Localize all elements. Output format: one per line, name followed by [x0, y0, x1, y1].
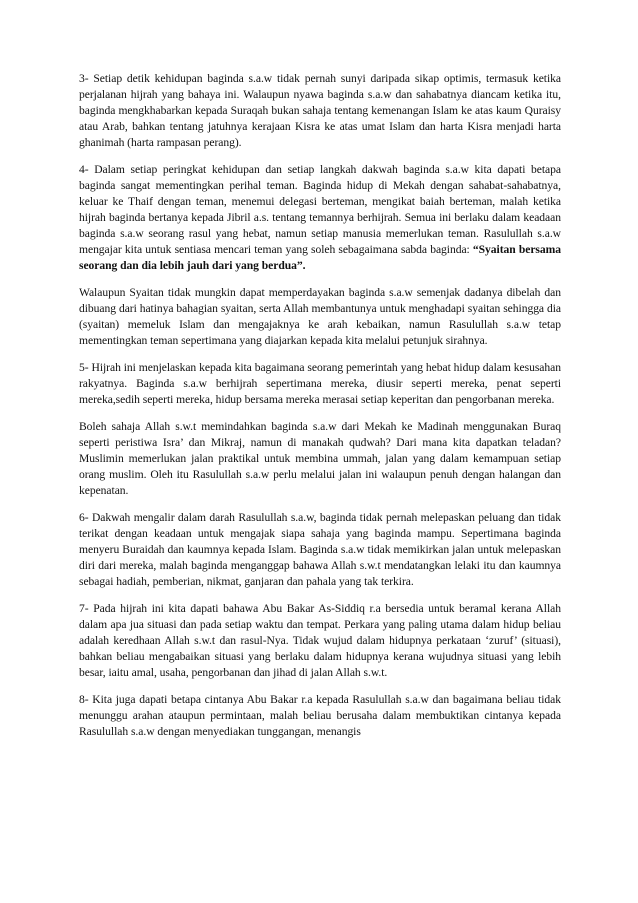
paragraph-point-4 [79, 162, 561, 274]
paragraph-point-3: 3- Setiap detik kehidupan baginda s.a.w tidak pernah sunyi daripada sikap optimis, termasuk ketika perjalanan hijrah yang bahaya ini. Walaupun nyawa baginda s.a.w dan sahabatnya diancam ketika itu, baginda mengkhabarkan kepada Suraqah bukan sahaja tentang kemenangan Islam ke atas kaum Quraisy atau Arab, bahkan tentang jatuhnya kerajaan Kisra ke atas umat Islam dan harta Kisra menjadi harta ghanimah (harta rampasan perang). [79, 72, 561, 149]
paragraph-point-8: 8- Kita juga dapati betapa cintanya Abu Bakar r.a kepada Rasulullah s.a.w dan bagaimana beliau tidak menunggu arahan ataupun permintaan, malah beliau berusaha dalam membuktikan cintanya kepada Rasulullah s.a.w dengan menyediakan tunggangan, menangis [79, 693, 561, 738]
paragraph-point-5: 5- Hijrah ini menjelaskan kepada kita bagaimana seorang pemerintah yang hebat hidup dalam kesusahan rakyatnya. Baginda s.a.w berhijrah sepertimana mereka, diusir seperti mereka, penat seperti mereka,sedih seperti mereka, hidup bersama mereka merasai setiap keperitan dan pengorbanan mereka. [79, 361, 561, 406]
hadith-quote: “Syaitan bersama seorang dan dia lebih jauh dari yang berdua”. [79, 243, 561, 272]
paragraph-point-6: 6- Dakwah mengalir dalam darah Rasulullah s.a.w, baginda tidak pernah melepaskan peluang dan tidak terikat dengan keadaan untuk mengajak siapa sahaja yang baginda mampu. Sepertimana baginda menyeru Buraidah dan kaumnya kepada Islam. Baginda s.a.w tidak memikirkan jalan untuk melepaskan diri dari mereka, malah baginda menganggap bahawa Allah s.w.t mendatangkan lelaki itu dan kaumnya sebagai hadiah, pemberian, nikmat, ganjaran dan pahala yang tak terkira. [79, 511, 561, 588]
paragraph-buraq: Boleh sahaja Allah s.w.t memindahkan baginda s.a.w dari Mekah ke Madinah menggunakan Buraq seperti peristiwa Isra’ dan Mikraj, namun di manakah qudwah? Dari mana kita dapatkan teladan? Muslimin memerlukan jalan praktikal untuk membina ummah, jalan yang dalam kemampuan setiap orang muslim. Oleh itu Rasulullah s.a.w perlu melalui jalan ini walaupun penuh dengan halangan dan kepenatan. [79, 420, 561, 497]
document-page [79, 71, 561, 751]
paragraph-point-4-text: 4- Dalam setiap peringkat kehidupan dan setiap langkah dakwah baginda s.a.w kita dapati betapa baginda sangat mementingkan perihal teman. Baginda hidup di Mekah dengan sahabat-sahabatnya, keluar ke Thaif dengan teman, menemui delegasi berteman, mengikat baiah berteman, malah ketika hijrah baginda bertanya kepada Jibril a.s. tentang temannya berhijrah. Semua ini berlaku dalam keadaan baginda s.a.w seorang rasul yang hebat, namun setiap manusia memerlukan teman. Rasulullah s.a.w mengajar kita untuk sentiasa mencari teman yang soleh sebagaimana sabda baginda: [79, 163, 561, 256]
paragraph-point-7: 7- Pada hijrah ini kita dapati bahawa Abu Bakar As-Siddiq r.a bersedia untuk beramal kerana Allah dalam apa jua situasi dan pada setiap waktu dan tempat. Perkara yang paling utama dalam hidup beliau adalah keredhaan Allah s.w.t dan rasul-Nya. Tidak wujud dalam hidupnya perkataan ‘zuruf’ (situasi), bahkan beliau mengabaikan situasi yang berlaku dalam hidupnya kerana wujudnya situasi yang lebih besar, iaitu amal, usaha, pengorbanan dan jihad di jalan Allah s.w.t. [79, 602, 561, 679]
paragraph-syaitan: Walaupun Syaitan tidak mungkin dapat memperdayakan baginda s.a.w semenjak dadanya dibelah dan dibuang dari hatinya bahagian syaitan, serta Allah membantunya untuk menghadapi syaitan sehingga dia (syaitan) memeluk Islam dan mengajaknya ke arah kebaikan, namun Rasulullah s.a.w tetap mementingkan teman sepertimana yang diajarkan kepada kita melalui petunjuk sirahnya. [79, 286, 561, 347]
